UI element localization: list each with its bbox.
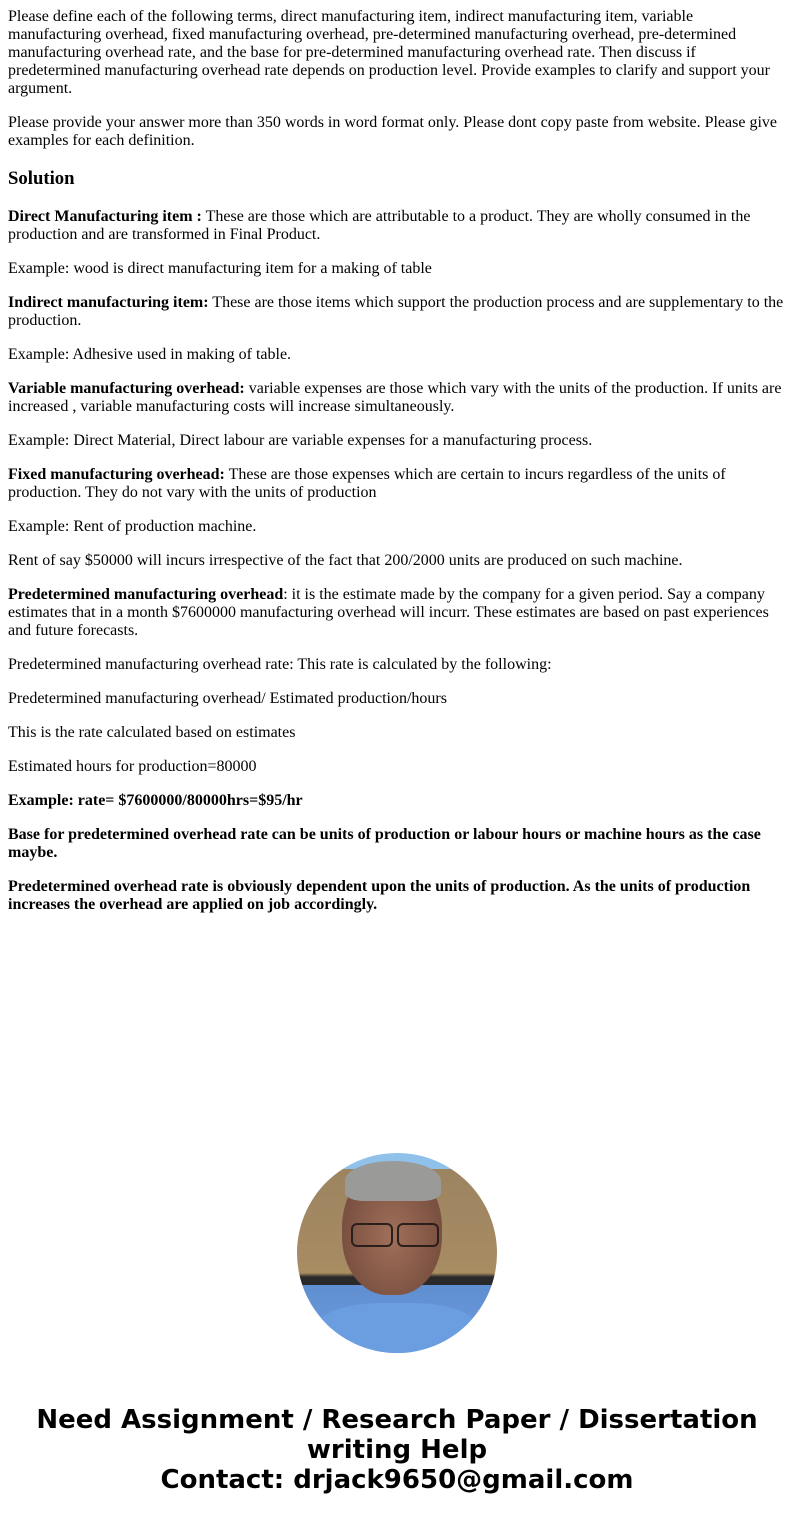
- rate-formula: Predetermined manufacturing overhead/ Estimated production/hours: [8, 690, 447, 707]
- estimated-hours: Estimated hours for production=80000: [8, 758, 257, 775]
- definition: : it is the estimate made by the company for a given period. Say a company estimates that in a month $7600000 manufacturing overhead will incurr. These estimates are based on past experiences and future forecasts.: [8, 586, 769, 639]
- direct-definition: [8, 208, 786, 244]
- term: Indirect manufacturing item:: [8, 294, 209, 311]
- indirect-example: Example: Adhesive used in making of table.: [8, 346, 292, 363]
- indirect-definition: [8, 294, 786, 330]
- question-paragraph: Please define each of the following terms, direct manufacturing item, indirect manufacturing item, variable manufacturing overhead, fixed manufacturing overhead, pre-determined manufacturing overhead, pre-determined manufacturing overhead rate, and the base for pre-determined manufacturing overhead rate. Then discuss if predetermined manufacturing overhead rate depends on production level. Provide examples to clarify and support your argument.: [8, 8, 770, 97]
- question-instructions: Please provide your answer more than 350 words in word format only. Please dont copy paste from website. Please give examples for each definition.: [8, 114, 777, 149]
- photo-hair: [345, 1161, 441, 1201]
- term: Predetermined manufacturing overhead: [8, 586, 284, 603]
- conclusion: [8, 878, 786, 914]
- fixed-example: Example: Rent of production machine.: [8, 518, 257, 535]
- fixed-definition: [8, 466, 786, 502]
- predetermined-definition: [8, 586, 786, 640]
- base-text: Base for predetermined overhead rate can be units of production or labour hours or machine hours as the case maybe.: [8, 826, 761, 861]
- base-statement: [8, 826, 786, 862]
- definition: These are those which are attributable to a product. They are wholly consumed in the production and are transformed in Final Product.: [8, 208, 751, 243]
- variable-example: Example: Direct Material, Direct labour are variable expenses for a manufacturing process.: [8, 432, 593, 449]
- example-rate: [8, 792, 786, 810]
- photo-shirt: [317, 1303, 477, 1353]
- conclusion-text: Predetermined overhead rate is obviously dependent upon the units of production. As the units of production increases the overhead are applied on job accordingly.: [8, 878, 751, 913]
- document-body: [0, 8, 794, 930]
- term: Variable manufacturing overhead:: [8, 380, 245, 397]
- photo-glasses: [349, 1223, 439, 1245]
- term: Fixed manufacturing overhead:: [8, 466, 225, 483]
- term: Direct Manufacturing item :: [8, 208, 202, 225]
- definition: These are those expenses which are certain to incurs regardless of the units of production. They do not vary with the units of production: [8, 466, 726, 501]
- direct-example: Example: wood is direct manufacturing item for a making of table: [8, 260, 432, 277]
- example-rate-text: Example: rate= $7600000/80000hrs=$95/hr: [8, 792, 303, 809]
- author-photo: [297, 1153, 497, 1353]
- fixed-rent-example: Rent of say $50000 will incurs irrespective of the fact that 200/2000 units are produced on such machine.: [8, 552, 683, 569]
- footer-ad: [0, 1405, 794, 1495]
- definition: These are those items which support the production process and are supplementary to the production.: [8, 294, 784, 329]
- solution-heading: Solution: [8, 168, 75, 189]
- footer-contact: Contact: drjack9650@gmail.com: [160, 1465, 634, 1495]
- rate-intro: Predetermined manufacturing overhead rate: This rate is calculated by the following:: [8, 656, 552, 673]
- footer-headline: Need Assignment / Research Paper / Dissertation writing Help: [36, 1405, 758, 1465]
- definition: variable expenses are those which vary with the units of the production. If units are increased , variable manufacturing costs will increase simultaneously.: [8, 380, 782, 415]
- rate-note: This is the rate calculated based on estimates: [8, 724, 296, 741]
- variable-definition: [8, 380, 786, 416]
